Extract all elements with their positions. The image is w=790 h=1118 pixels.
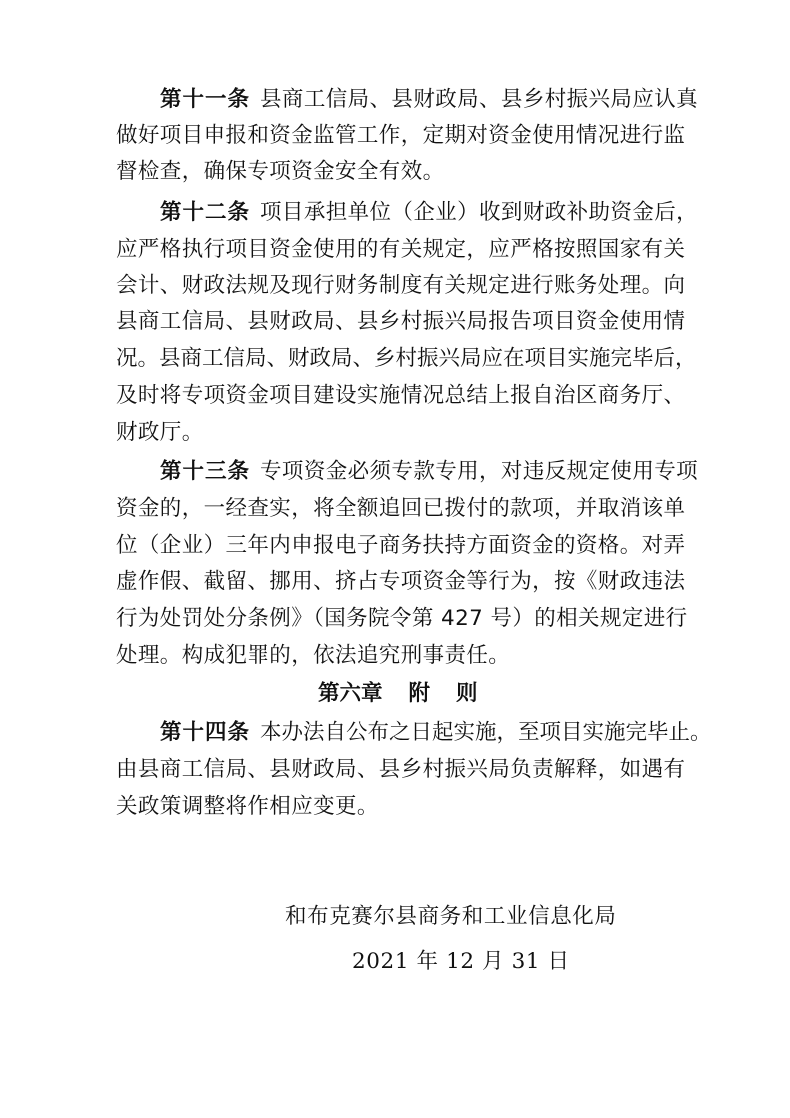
article-13-line-3: 位（企业）三年内申报电子商务扶持方面资金的资格。对弄	[116, 533, 686, 558]
issue-date: 2021 年 12 月 31 日	[352, 949, 570, 974]
article-11-line-3: 督检查，确保专项资金安全有效。	[116, 159, 445, 184]
issuing-organization: 和布克赛尔县商务和工业信息化局	[285, 904, 617, 929]
article-12-text-1: 项目承担单位（企业）收到财政补助资金后，	[260, 200, 699, 225]
article-14-line-2: 由县商工信局、县财政局、县乡村振兴局负责解释，如遇有	[116, 757, 686, 782]
article-11-line-1	[160, 86, 698, 114]
article-14-line-3: 关政策调整将作相应变更。	[116, 794, 379, 819]
article-13-line-5: 行为处罚处分条例》（国务院令第 427 号）的相关规定进行	[116, 606, 688, 631]
article-11-heading: 第十一条	[160, 87, 251, 112]
chapter-title-1: 附	[408, 681, 431, 706]
article-12-line-4: 县商工信局、县财政局、县乡村振兴局报告项目资金使用情	[116, 309, 686, 334]
article-12-line-5: 况。县商工信局、财政局、乡村振兴局应在项目实施完毕后，	[116, 346, 697, 371]
chapter-number: 第六章	[318, 681, 383, 706]
chapter-title-2: 则	[456, 681, 478, 706]
article-12-line-6: 及时将专项资金项目建设实施情况总结上报自治区商务厅、	[116, 383, 686, 408]
article-13-line-4: 虚作假、截留、挪用、挤占专项资金等行为，按《财政违法	[116, 569, 686, 594]
article-12-line-1	[160, 199, 698, 227]
article-11-text-1: 县商工信局、县财政局、县乡村振兴局应认真	[260, 87, 699, 112]
article-12-line-2: 应严格执行项目资金使用的有关规定，应严格按照国家有关	[116, 237, 686, 262]
article-13-line-2: 资金的，一经查实，将全额追回已拨付的款项，并取消该单	[116, 496, 686, 521]
article-14-text-1: 本办法自公布之日起实施，至项目实施完毕止。	[260, 720, 712, 745]
article-12-line-7: 财政厅。	[116, 420, 204, 445]
article-13-text-1: 专项资金必须专款专用，对违反规定使用专项	[260, 459, 699, 484]
article-14-heading: 第十四条	[160, 720, 251, 745]
article-13-heading: 第十三条	[160, 459, 251, 484]
article-12-heading: 第十二条	[160, 200, 251, 225]
article-13-line-1	[160, 458, 698, 486]
chapter-heading	[318, 680, 478, 708]
article-14-line-1	[160, 719, 712, 747]
article-13-line-6: 处理。构成犯罪的，依法追究刑事责任。	[116, 643, 511, 668]
article-11-line-2: 做好项目申报和资金监管工作，定期对资金使用情况进行监	[116, 123, 686, 148]
article-12-line-3: 会计、财政法规及现行财务制度有关规定进行账务处理。向	[116, 273, 686, 298]
